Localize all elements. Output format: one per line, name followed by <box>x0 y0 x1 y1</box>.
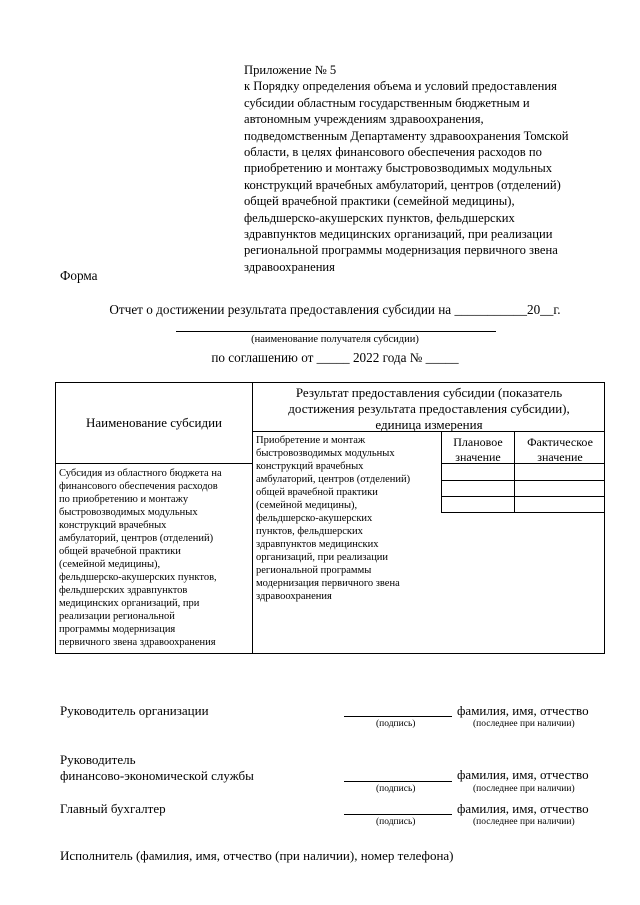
agreement-line: по соглашению от _____ 2022 года № _____ <box>211 350 459 365</box>
appendix-header <box>244 62 614 275</box>
head-signature-label: Руководитель организации <box>60 703 209 718</box>
header-result-line: достижения результата предоставления субсидии), <box>288 401 570 416</box>
subsidy-line: реализации региональной <box>59 611 175 622</box>
result-line: конструкций врачебных <box>256 461 364 472</box>
subsidy-line: (семейной медицины), <box>59 559 161 570</box>
finance-label-line: финансово-экономической службы <box>60 768 254 783</box>
appendix-line: приобретению и монтажу быстровозводимых модульных <box>244 161 553 176</box>
head-signature-caption: (подпись) <box>376 719 416 729</box>
executor-line: Исполнитель (фамилия, имя, отчество (при наличии), номер телефона) <box>60 848 454 863</box>
accountant-fio-caption: (последнее при наличии) <box>473 817 575 827</box>
result-line: модернизация первичного звена <box>256 578 400 589</box>
subsidy-line: конструкций врачебных <box>59 520 167 531</box>
report-table <box>55 382 605 654</box>
accountant-fio-label: фамилия, имя, отчество <box>457 801 589 816</box>
result-line: амбулаторий, центров (отделений) <box>256 474 411 485</box>
subsidy-line: фельдшерских здравпунктов <box>59 585 188 596</box>
finance-signature-label <box>60 752 254 784</box>
header-plan-line: значение <box>455 450 501 464</box>
subsidy-line: быстровозводимых модульных <box>59 507 198 518</box>
finance-fio-caption: (последнее при наличии) <box>473 784 575 794</box>
result-line: Приобретение и монтаж <box>256 435 366 446</box>
subsidy-line: Субсидия из областного бюджета на <box>59 468 222 479</box>
head-fio-label: фамилия, имя, отчество <box>457 703 589 718</box>
result-line: здравпунктов медицинских <box>256 539 379 550</box>
header-plan-line: Плановое <box>453 435 503 449</box>
result-line: общей врачебной практики <box>256 487 378 498</box>
finance-label-line: Руководитель <box>60 752 136 767</box>
finance-signature-caption: (подпись) <box>376 784 416 794</box>
subsidy-line: финансового обеспечения расходов <box>59 481 218 492</box>
subsidy-line: общей врачебной практики <box>59 546 181 557</box>
header-fact-line: Фактическое <box>527 435 593 449</box>
subsidy-name-cell <box>59 467 251 649</box>
result-line: фельдшерско-акушерских <box>256 513 373 524</box>
subsidy-line: программы модернизация <box>59 624 176 635</box>
header-fact-line: значение <box>537 450 583 464</box>
result-line: быстровозводимых модульных <box>256 448 395 459</box>
appendix-line: к Порядку определения объема и условий предоставления <box>244 79 557 94</box>
appendix-line: общей врачебной практики (семейной медицины), <box>244 194 515 209</box>
subsidy-line: фельдшерско-акушерских пунктов, <box>59 572 217 583</box>
result-line: организаций, при реализации <box>256 552 389 563</box>
subsidy-line: по приобретению и монтажу <box>59 494 189 505</box>
appendix-line: региональной программы модернизация первичного звена <box>244 243 558 258</box>
subsidy-line: медицинских организаций, при <box>59 598 200 609</box>
table-divider <box>441 512 605 513</box>
recipient-caption: (наименование получателя субсидии) <box>251 334 419 345</box>
appendix-line: Приложение № 5 <box>244 63 337 77</box>
subsidy-line: амбулаторий, центров (отделений) <box>59 533 214 544</box>
header-result-line: Результат предоставления субсидии (показатель <box>295 385 563 400</box>
appendix-line: здравоохранения <box>244 259 335 274</box>
head-fio-caption: (последнее при наличии) <box>473 719 575 729</box>
finance-fio-label: фамилия, имя, отчество <box>457 767 589 782</box>
result-line: региональной программы <box>256 565 372 576</box>
appendix-line: области, в целях финансового обеспечения расходов по <box>244 145 542 160</box>
accountant-signature-line <box>344 814 452 815</box>
header-result <box>253 385 605 433</box>
table-divider <box>441 480 605 481</box>
accountant-signature-caption: (подпись) <box>376 817 416 827</box>
result-line: пунктов, фельдшерских <box>256 526 363 537</box>
subsidy-line: первичного звена здравоохранения <box>59 637 216 648</box>
appendix-line: фельдшерско-акушерских пунктов, фельдшерских <box>244 210 515 225</box>
result-description-cell <box>256 434 441 603</box>
header-result-line: единица измерения <box>375 417 483 432</box>
head-signature-line <box>344 716 452 717</box>
finance-signature-line <box>344 781 452 782</box>
appendix-line: субсидии областным государственным бюджетным и <box>244 95 530 110</box>
recipient-underline <box>176 331 496 332</box>
appendix-line: автономным учреждениям здравоохранения, <box>244 112 484 127</box>
header-plan-value <box>442 435 514 465</box>
header-fact-value <box>515 435 605 465</box>
table-divider <box>56 463 252 464</box>
table-divider <box>441 496 605 497</box>
report-title: Отчет о достижении результата предоставления субсидии на ___________20__г. <box>109 302 561 317</box>
appendix-line: здравпунктов медицинских организаций, при реализации <box>244 227 553 242</box>
header-subsidy-name: Наименование субсидии <box>85 415 223 430</box>
appendix-line: конструкций врачебных амбулаторий, центров (отделений) <box>244 177 561 192</box>
accountant-signature-label: Главный бухгалтер <box>60 801 166 816</box>
form-label: Форма <box>60 268 98 283</box>
result-line: здравоохранения <box>256 591 332 602</box>
result-line: (семейной медицины), <box>256 500 358 511</box>
appendix-line: подведомственным Департаменту здравоохранения Томской <box>244 128 569 143</box>
